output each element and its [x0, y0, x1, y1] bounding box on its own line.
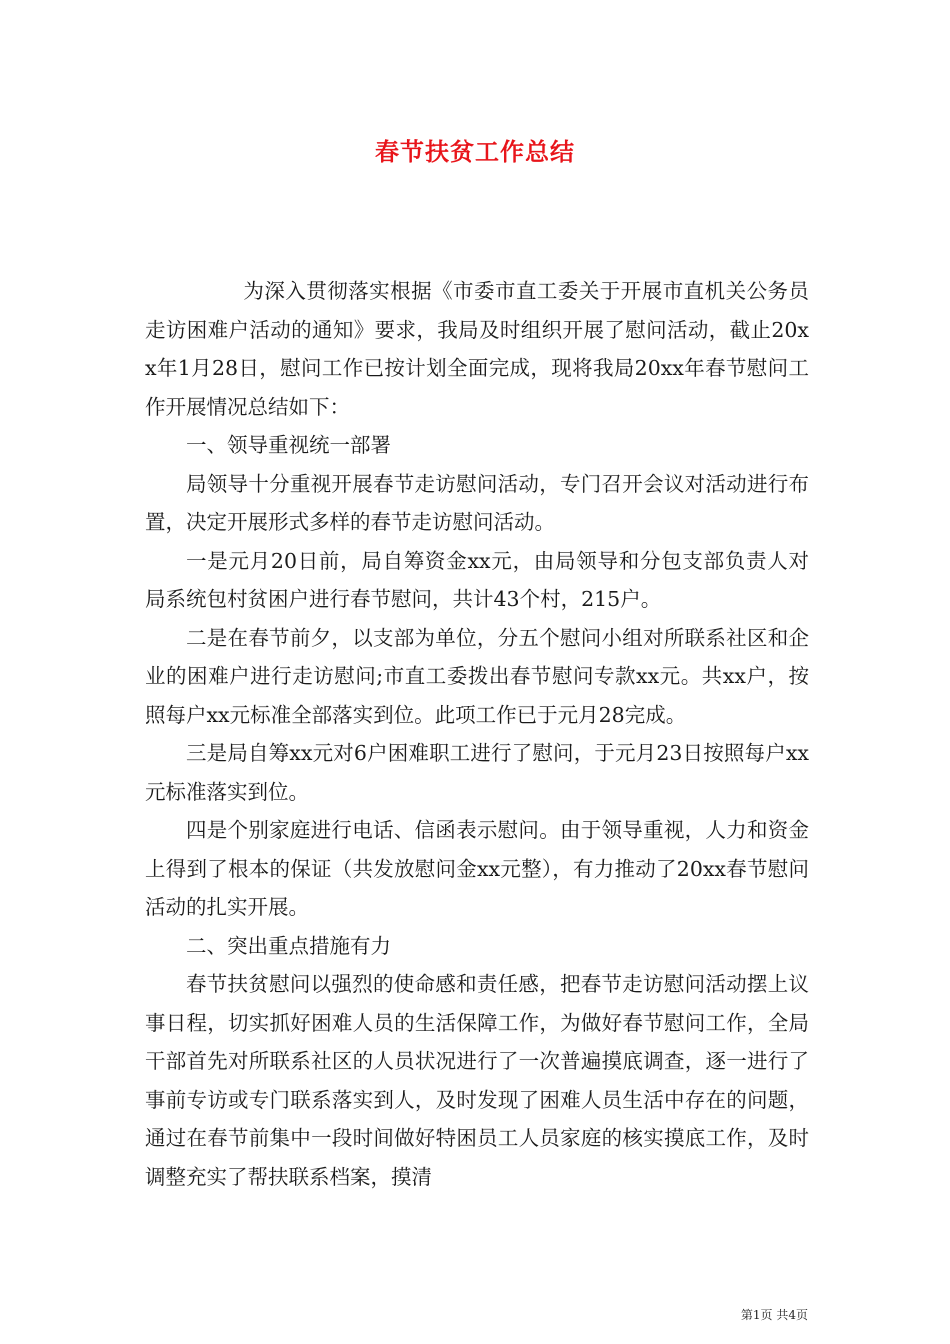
- paragraph-intro: 为深入贯彻落实根据《市委市直工委关于开展市直机关公务员走访困难户活动的通知》要求，我局及时组织开展了慰问活动，截止20xx年1月28日，慰问工作已按计划全面完成，现将我局20xx年春节慰问工作开展情况总结如下：: [145, 279, 809, 419]
- paragraph: 春节扶贫慰问以强烈的使命感和责任感，把春节走访慰问活动摆上议事日程，切实抓好困难人员的生活保障工作，为做好春节慰问工作，全局干部首先对所联系社区的人员状况进行了一次普遍摸底调查，逐一进行了事前专访或专门联系落实到人，及时发现了困难人员生活中存在的问题，通过在春节前集中一段时间做好特困员工人员家庭的核实摸底工作，及时调整充实了帮扶联系档案，摸清: [145, 972, 809, 1189]
- section-heading-2: 二、突出重点措施有力: [186, 933, 391, 958]
- document-body: [145, 272, 809, 1196]
- paragraph: 二是在春节前夕，以支部为单位，分五个慰问小组对所联系社区和企业的困难户进行走访慰问;市直工委拨出春节慰问专款xx元。共xx户，按照每户xx元标准全部落实到位。此项工作已于元月28完成。: [145, 625, 809, 727]
- paragraph: 三是局自筹xx元对6户困难职工进行了慰问，于元月23日按照每户xx元标准落实到位。: [145, 741, 809, 804]
- page-number: 第1页 共4页: [740, 1308, 808, 1322]
- paragraph: 四是个别家庭进行电话、信函表示慰问。由于领导重视，人力和资金上得到了根本的保证（共发放慰问金xx元整），有力推动了20xx春节慰问活动的扎实开展。: [145, 818, 809, 919]
- paragraph: 局领导十分重视开展春节走访慰问活动，专门召开会议对活动进行布置，决定开展形式多样的春节走访慰问活动。: [145, 471, 809, 534]
- document-title: 春节扶贫工作总结: [375, 137, 575, 166]
- section-heading-1: 一、领导重视统一部署: [186, 433, 391, 457]
- paragraph: 一是元月20日前，局自筹资金xx元，由局领导和分包支部负责人对局系统包村贫困户进行春节慰问，共计43个村，215户。: [145, 548, 809, 611]
